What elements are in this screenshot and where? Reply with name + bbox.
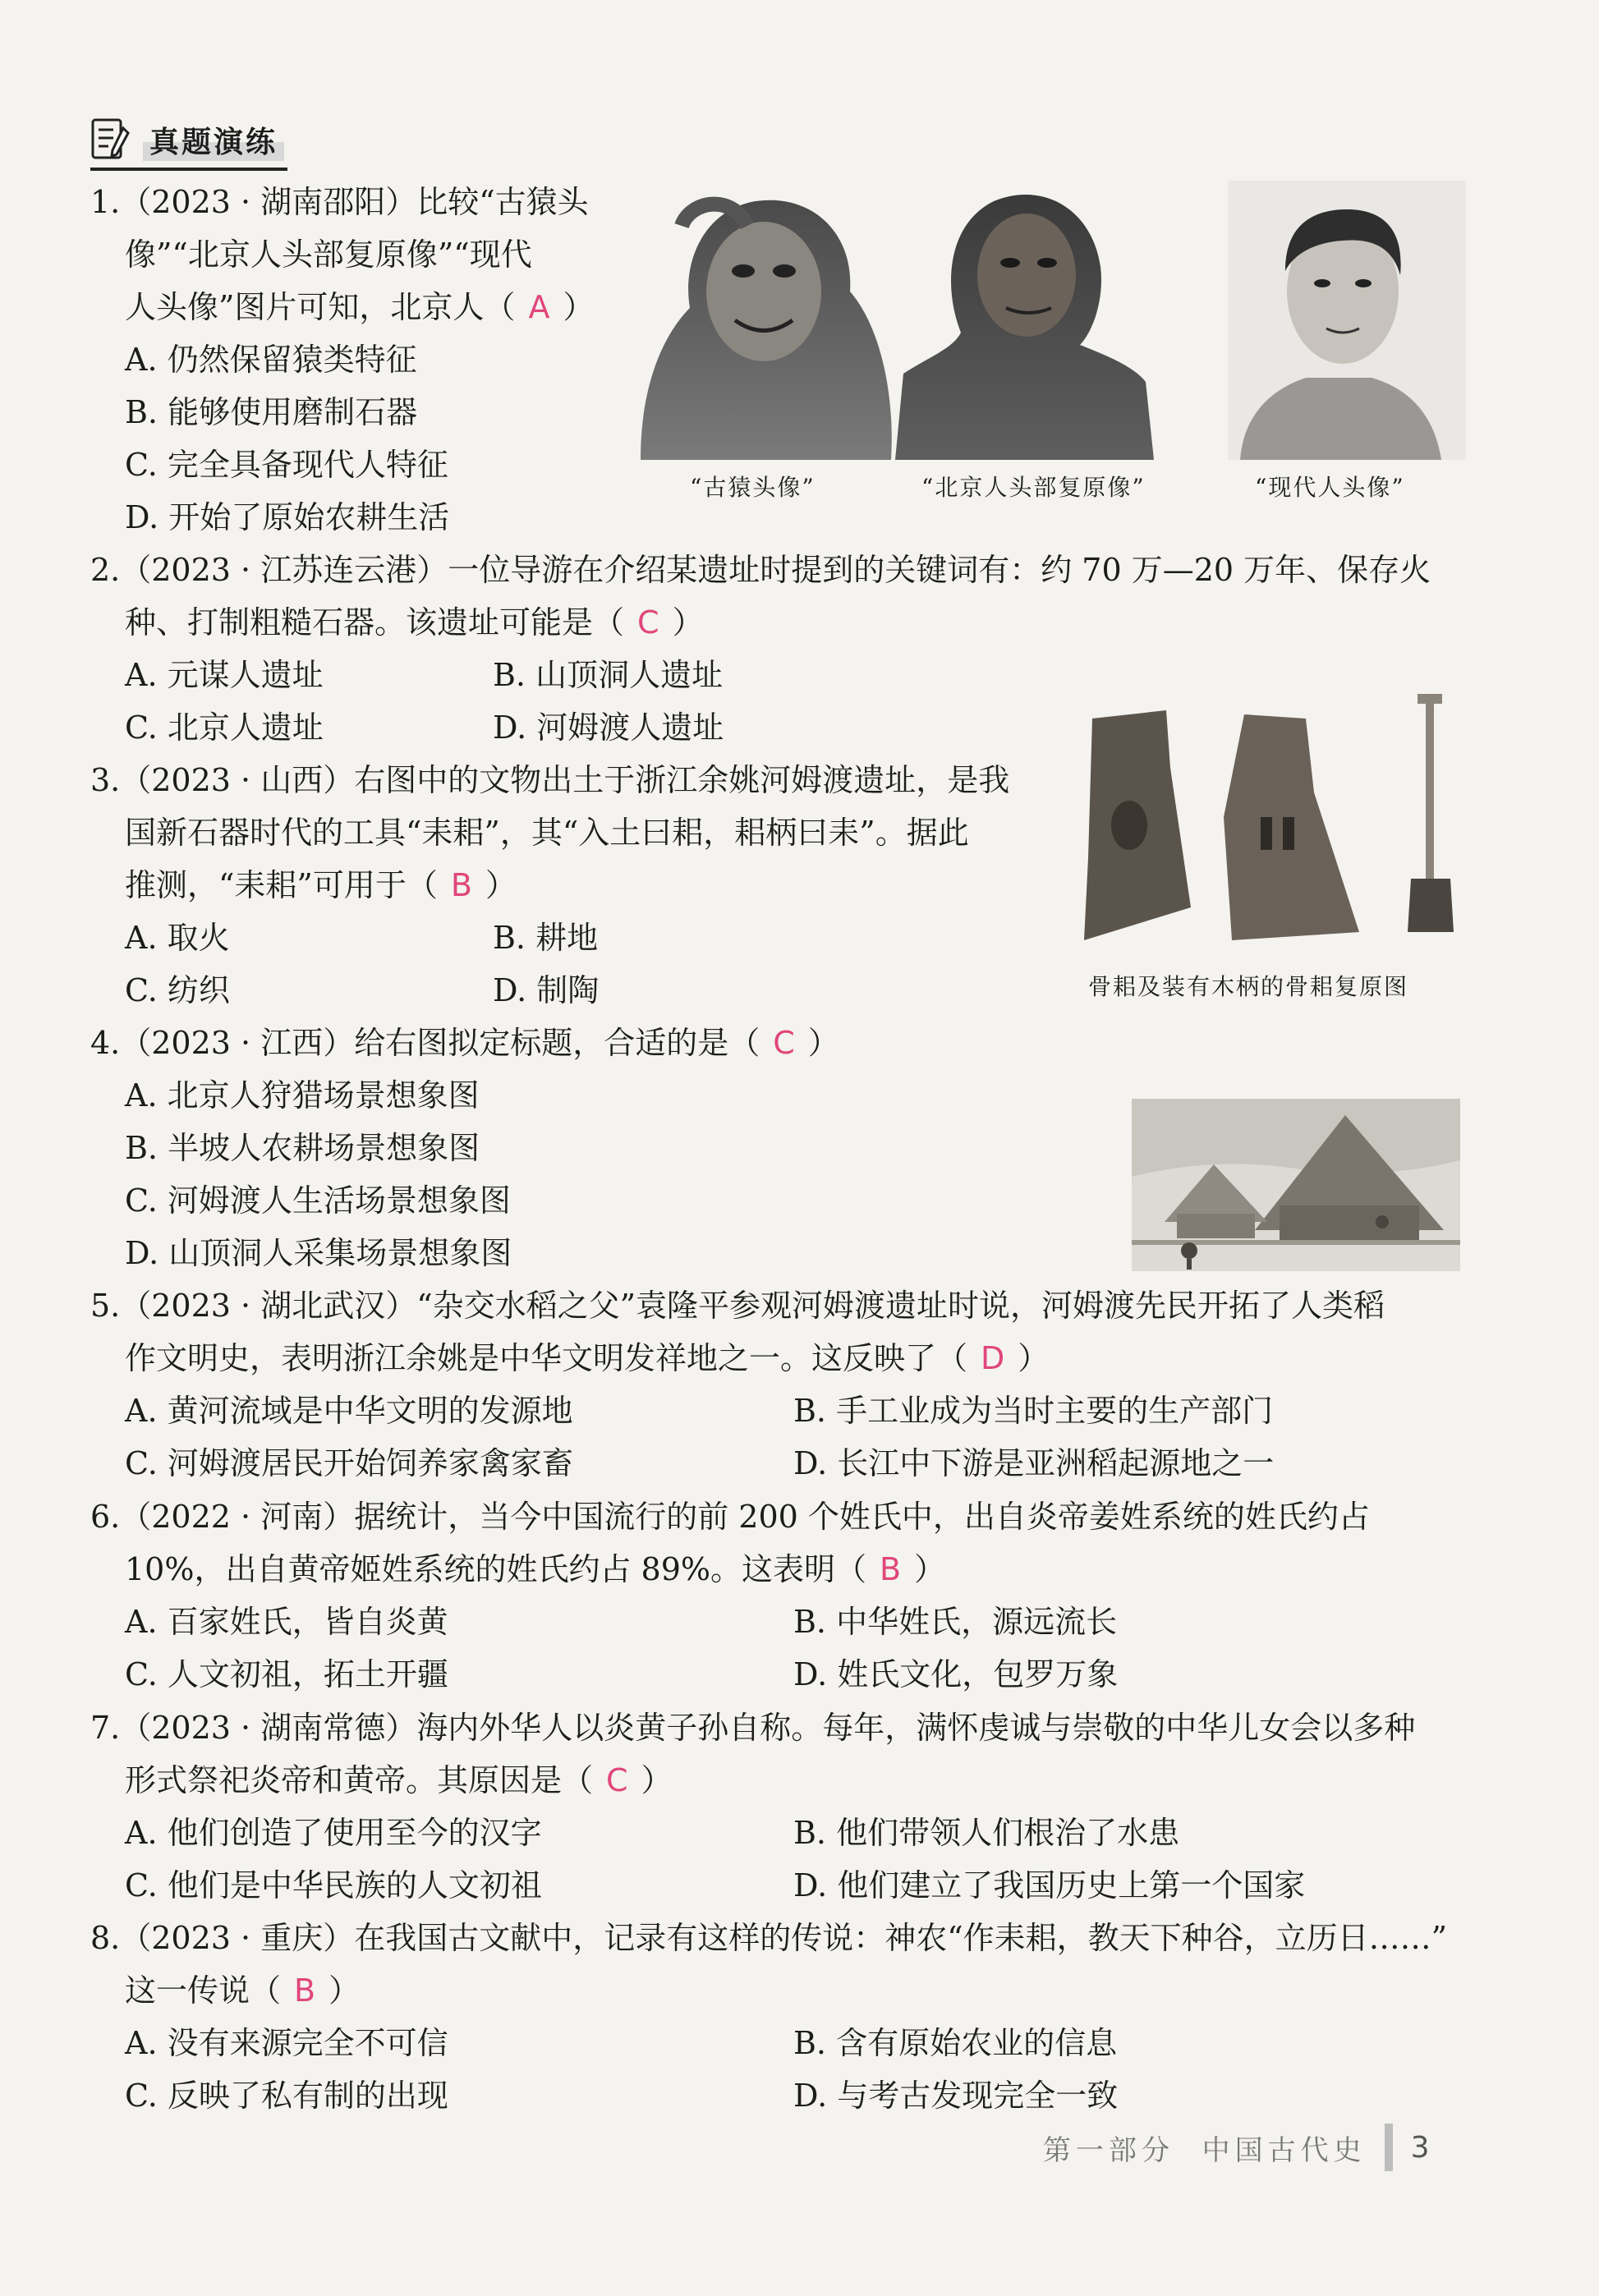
q8-answer: B xyxy=(294,1972,316,2009)
q5-option-c: C. 河姆渡居民开始饲养家禽家畜 xyxy=(125,1445,573,1481)
question-1 xyxy=(90,176,594,544)
q8-stem-line2: 这一传说（ B ） xyxy=(125,1972,361,2009)
caption-modern-head: “现代人头像” xyxy=(1255,474,1405,501)
q7-option-c: C. 他们是中华民族的人文初祖 xyxy=(125,1867,542,1903)
q1-stem-line2: 像”“北京人头部复原像”“现代 xyxy=(125,236,532,273)
q3-option-a: A. 取火 xyxy=(125,920,230,956)
q8-stem-line1: 8.（2023 · 重庆）在我国古文献中，记录有这样的传说：神农“作耒耜，教天下种谷，立历日……” xyxy=(90,1920,1448,1956)
footer-divider xyxy=(1385,2124,1393,2171)
notebook-pen-icon xyxy=(90,117,131,163)
q3-option-d: D. 制陶 xyxy=(493,972,600,1008)
q1-answer: A xyxy=(528,289,550,325)
q1-head-figures xyxy=(632,177,1470,472)
q7-answer: C xyxy=(606,1762,628,1798)
q6-option-c: C. 人文初祖，拓土开疆 xyxy=(125,1656,448,1692)
question-6 xyxy=(90,1490,1370,1701)
page-number: 3 xyxy=(1410,2130,1430,2165)
q5-stem-line2: 作文明史，表明浙江余姚是中华文明发祥地之一。这反映了（ D ） xyxy=(125,1340,1050,1376)
q7-stem-line2: 形式祭祀炎帝和黄帝。其原因是（ C ） xyxy=(125,1762,673,1798)
footer-section-label: 第一部分 中国古代史 xyxy=(1043,2133,1367,2167)
modern-head-image xyxy=(1228,181,1466,460)
village-scene-image xyxy=(1132,1099,1460,1271)
q6-option-a: A. 百家姓氏，皆自炎黄 xyxy=(125,1604,448,1640)
q8-option-d: D. 与考古发现完全一致 xyxy=(793,2078,1119,2114)
q6-answer: B xyxy=(880,1551,902,1587)
q7-option-b: B. 他们带领人们根治了水患 xyxy=(793,1815,1180,1851)
q6-stem-line2: 10%，出自黄帝姬姓系统的姓氏约占 89%。这表明（ B ） xyxy=(125,1551,946,1587)
q4-option-a: A. 北京人狩猎场景想象图 xyxy=(125,1077,480,1114)
q1-option-b: B. 能够使用磨制石器 xyxy=(125,394,418,430)
q3-option-c: C. 纺织 xyxy=(125,972,230,1008)
question-5 xyxy=(90,1279,1385,1490)
q4-option-b: B. 半坡人农耕场景想象图 xyxy=(125,1130,480,1166)
question-7 xyxy=(90,1701,1415,1912)
q1-stem-line1: 1.（2023 · 湖南邵阳）比较“古猿头 xyxy=(90,184,589,220)
q6-option-b: B. 中华姓氏，源远流长 xyxy=(793,1604,1118,1640)
q7-option-a: A. 他们创造了使用至今的汉字 xyxy=(125,1815,542,1851)
q8-option-c: C. 反映了私有制的出现 xyxy=(125,2078,448,2114)
q7-option-d: D. 他们建立了我国历史上第一个国家 xyxy=(793,1867,1306,1903)
q2-option-c: C. 北京人遗址 xyxy=(125,709,324,746)
q2-stem-line2: 种、打制粗糙石器。该遗址可能是（ C ） xyxy=(125,604,704,641)
q5-option-d: D. 长江中下游是亚洲稻起源地之一 xyxy=(793,1445,1275,1481)
page-footer xyxy=(1043,2123,1430,2172)
q1-option-c: C. 完全具备现代人特征 xyxy=(125,447,448,483)
q5-stem-line1: 5.（2023 · 湖北武汉）“杂交水稻之父”袁隆平参观河姆渡遗址时说，河姆渡先民开拓了人类稻 xyxy=(90,1288,1385,1324)
q2-option-d: D. 河姆渡人遗址 xyxy=(493,709,724,746)
bone-spade-figure xyxy=(1068,694,1462,957)
q4-stem-line1: 4.（2023 · 江西）给右图拟定标题，合适的是（ C ） xyxy=(90,1025,839,1061)
q6-stem-line1: 6.（2022 · 河南）据统计，当今中国流行的前 200 个姓氏中，出自炎帝姜姓系统的姓氏约占 xyxy=(90,1499,1370,1535)
bone-spade-image-1 xyxy=(1084,710,1191,940)
q5-option-a: A. 黄河流域是中华文明的发源地 xyxy=(125,1393,573,1429)
q2-answer: C xyxy=(637,604,659,641)
q3-stem-line1: 3.（2023 · 山西）右图中的文物出土于浙江余姚河姆渡遗址，是我 xyxy=(90,762,1010,798)
reconstructed-spade-image xyxy=(1408,694,1454,932)
bone-spade-image-2 xyxy=(1224,714,1359,940)
ape-head-image xyxy=(641,200,892,460)
q3-stem-line2: 国新石器时代的工具“耒耜”，其“入土曰耜，耜柄曰耒”。据此 xyxy=(125,815,969,851)
caption-peking-man: “北京人头部复原像” xyxy=(921,474,1146,501)
q3-option-b: B. 耕地 xyxy=(493,920,599,956)
q1-option-d: D. 开始了原始农耕生活 xyxy=(125,499,450,535)
question-4 xyxy=(90,1017,839,1279)
caption-bone-spade: 骨耜及装有木柄的骨耜复原图 xyxy=(1088,973,1409,1000)
q5-answer: D xyxy=(981,1340,1005,1376)
q1-option-a: A. 仍然保留猿类特征 xyxy=(125,342,417,378)
q2-option-b: B. 山顶洞人遗址 xyxy=(493,657,724,693)
section-header xyxy=(90,115,284,164)
peking-man-bust-image xyxy=(895,195,1154,460)
q3-answer: B xyxy=(450,867,472,903)
q3-stem-line3: 推测，“耒耜”可用于（ B ） xyxy=(125,867,517,903)
q2-stem-line1: 2.（2023 · 江苏连云港）一位导游在介绍某遗址时提到的关键词有：约 70 万—20 万年、保存火 xyxy=(90,552,1431,588)
header-underline xyxy=(90,168,287,171)
q4-answer: C xyxy=(773,1025,795,1061)
question-3 xyxy=(90,754,1009,1017)
question-8 xyxy=(90,1912,1447,2122)
q2-option-a: A. 元谋人遗址 xyxy=(125,657,324,693)
section-title: 真题演练 xyxy=(143,119,284,161)
q1-stem-line3: 人头像”图片可知，北京人（ A ） xyxy=(125,289,595,325)
q8-option-b: B. 含有原始农业的信息 xyxy=(793,2025,1118,2061)
q6-option-d: D. 姓氏文化，包罗万象 xyxy=(793,1656,1119,1692)
q4-option-c: C. 河姆渡人生活场景想象图 xyxy=(125,1182,511,1219)
q8-option-a: A. 没有来源完全不可信 xyxy=(125,2025,448,2061)
q7-stem-line1: 7.（2023 · 湖南常德）海内外华人以炎黄子孙自称。每年，满怀虔诚与崇敬的中华儿女会以多种 xyxy=(90,1710,1416,1746)
caption-ape-head: “古猿头像” xyxy=(690,474,816,501)
q4-option-d: D. 山顶洞人采集场景想象图 xyxy=(125,1235,512,1271)
q5-option-b: B. 手工业成为当时主要的生产部门 xyxy=(793,1393,1274,1429)
